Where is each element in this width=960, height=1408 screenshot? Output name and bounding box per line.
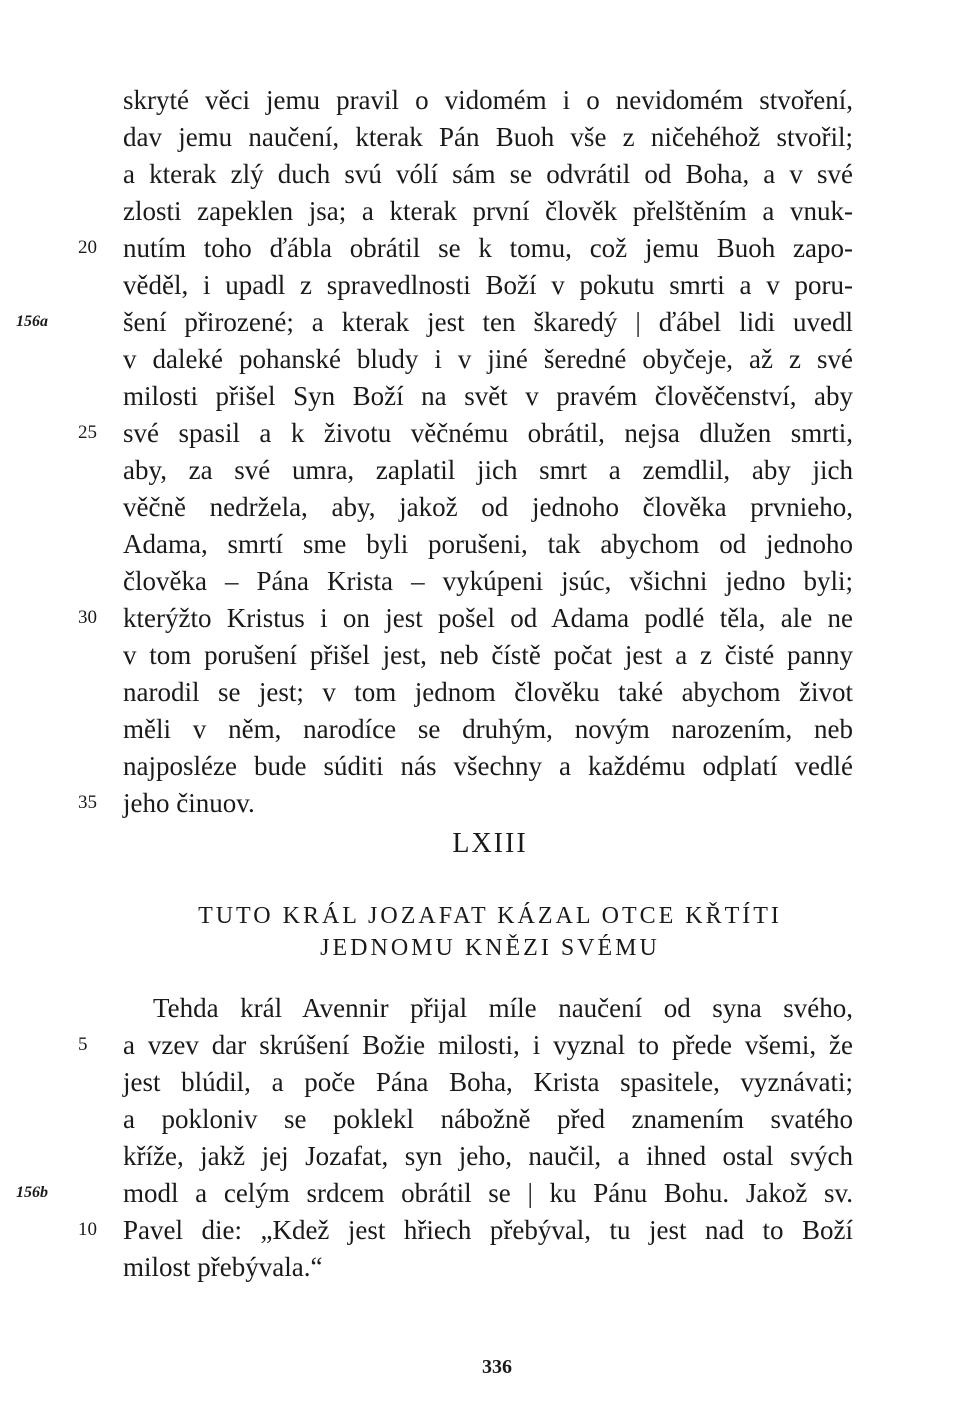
text-line: nutím toho ďábla obrátil se k tomu, což jemu Buoh zapo-: [123, 233, 853, 263]
text-line: Pavel die: „Kdež jest hřiech přebýval, tu jest nad to Boží: [123, 1215, 853, 1245]
text-line: milost přebývala.“: [123, 1252, 323, 1282]
folio-marker: 156b: [16, 1184, 48, 1201]
line-number: 35: [78, 792, 97, 813]
text-line: narodil se jest; v tom jednom člověku také abychom život: [123, 677, 853, 707]
text-line: aby, za své umra, zaplatil jich smrt a zemdlil, aby jich: [123, 455, 853, 485]
page-number: 336: [482, 1356, 512, 1378]
text-line: zlosti zapeklen jsa; a kterak první člověk přelštěním a vnuk-: [123, 196, 853, 226]
text-line: jest blúdil, a poče Pána Boha, Krista spasitele, vyznávati;: [123, 1067, 853, 1097]
line-number: 5: [78, 1034, 88, 1055]
text-line: a kterak zlý duch svú vólí sám se odvrátil od Boha, a v své: [123, 159, 853, 189]
line-number: 20: [78, 237, 97, 258]
text-line: v daleké pohanské bludy i v jiné šeredné obyčeje, až z své: [123, 344, 853, 374]
chapter-title-line: TUTO KRÁL JOZAFAT KÁZAL OTCE KŘTÍTI: [198, 903, 782, 929]
text-line: milosti přišel Syn Boží na svět v pravém člověčenství, aby: [123, 381, 853, 411]
text-line: a pokloniv se poklekl nábožně před znamením svatého: [123, 1104, 853, 1134]
text-line: své spasil a k životu věčnému obrátil, nejsa dlužen smrti,: [123, 418, 853, 448]
folio-marker: 156a: [16, 313, 48, 330]
text-line: kterýžto Kristus i on jest pošel od Adama podlé těla, ale ne: [123, 603, 853, 633]
text-line: jeho činuov.: [123, 788, 255, 818]
text-line: najposléze bude súditi nás všechny a každému odplatí vedlé: [123, 751, 853, 781]
text-line: věčně nedržela, aby, jakož od jednoho člověka prvnieho,: [123, 492, 853, 522]
chapter-number: LXIII: [452, 828, 528, 859]
text-line: a vzev dar skrúšení Božie milosti, i vyznal to přede všemi, že: [123, 1030, 853, 1060]
text-line: šení přirozené; a kterak jest ten škaredý | ďábel lidi uvedl: [123, 307, 853, 337]
text-line: kříže, jakž jej Jozafat, syn jeho, naučil, a ihned ostal svých: [123, 1141, 853, 1171]
text-line: skryté věci jemu pravil o vidomém i o nevidomém stvoření,: [123, 85, 853, 115]
line-number: 25: [78, 422, 97, 443]
text-line: měli v něm, narodíce se druhým, novým narozením, neb: [123, 714, 853, 744]
text-line: modl a celým srdcem obrátil se | ku Pánu Bohu. Jakož sv.: [123, 1178, 853, 1208]
text-line: Adama, smrtí sme byli porušeni, tak abychom od jednoho: [123, 529, 853, 559]
text-line: dav jemu naučení, kterak Pán Buoh vše z ničehéhož stvořil;: [123, 122, 853, 152]
text-line: věděl, i upadl z spravedlnosti Boží v pokutu smrti a v poru-: [123, 270, 853, 300]
text-line: v tom porušení přišel jest, neb čístě počat jest a z čisté panny: [123, 640, 853, 670]
line-number: 30: [78, 607, 97, 628]
text-line: člověka – Pána Krista – vykúpeni jsúc, všichni jedno byli;: [123, 566, 853, 596]
text-line: Tehda král Avennir přijal míle naučení od syna svého,: [153, 993, 853, 1023]
line-number: 10: [78, 1219, 97, 1240]
chapter-title-line: JEDNOMU KNĚZI SVÉMU: [320, 935, 660, 961]
